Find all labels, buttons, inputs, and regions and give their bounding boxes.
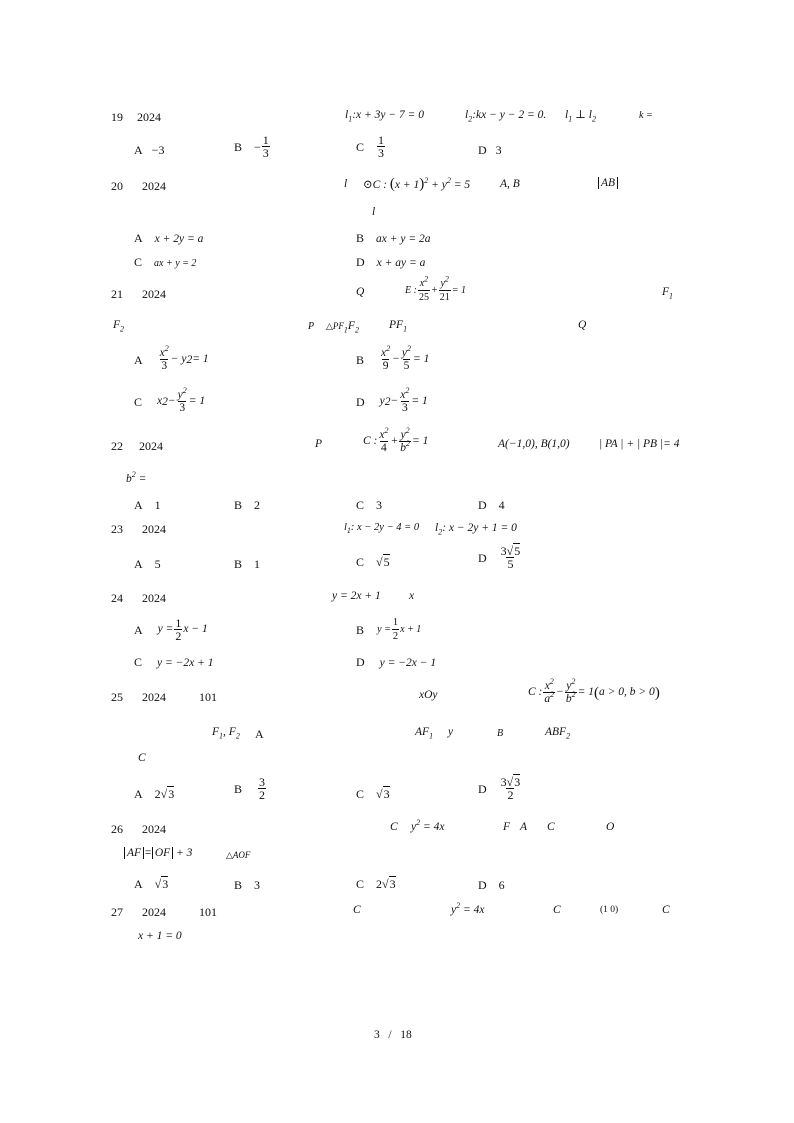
q21-year: 2024	[142, 287, 166, 301]
q22-year: 2024	[139, 439, 163, 453]
q20-option-c: C ax + y = 2	[134, 255, 197, 269]
q23-option-b: B 1	[234, 557, 261, 571]
q25-option-d: D $\frac{3√3}{2}$	[478, 775, 521, 802]
q19-k: k =	[639, 110, 653, 121]
q26-focus: F	[503, 821, 511, 833]
q23-line1: $l_1$: x − 2y − 4 = 0	[344, 522, 420, 536]
q22-point-p: P	[315, 438, 323, 450]
q20-line-l2: l	[372, 206, 376, 218]
q21-point-q: Q	[356, 286, 365, 298]
q19-perp: $l_1$ ⊥ $l_2$	[565, 109, 596, 124]
q26-condition: AF = OF + 3	[124, 848, 192, 860]
q20-option-d: D x + ay = a	[356, 255, 426, 269]
q23-option-a: A 5	[134, 557, 161, 571]
q22-sum-condition: | PA | + | PB |= 4	[599, 438, 680, 450]
q27-parabola: $y^2 = 4x$	[451, 901, 485, 916]
q25-point-b: B	[497, 728, 504, 739]
q21-f2: $F_2$	[113, 319, 125, 334]
q24-option-c: C y = −2x + 1	[134, 655, 214, 669]
q19-option-b: B − $\frac{1}{3}$	[234, 133, 269, 160]
q27-c: C	[353, 904, 361, 916]
q27-year: 2024	[142, 905, 166, 919]
q26-c: C	[390, 821, 398, 833]
q23-line2: $l_2$: x − 2y + 1 = 0	[435, 522, 517, 537]
q22-option-c: C 3	[356, 498, 383, 512]
q20-year: 2024	[142, 179, 166, 193]
page-number: 3 / 18	[374, 1029, 412, 1041]
q27-line: x + 1 = 0	[138, 930, 182, 942]
q27-c2: C	[553, 904, 561, 916]
q24-line: y = 2x + 1	[332, 590, 381, 602]
q21-option-c: C x 2 − $\frac{y^2}{3}$ = 1	[134, 386, 206, 414]
q21-option-d: D y 2 − $\frac{x^2}{3}$ = 1	[356, 386, 428, 414]
q25-extra: 101	[199, 690, 217, 704]
q19-number: 19	[111, 110, 123, 124]
q25-foci: $F_1$, $F_2$	[212, 726, 240, 741]
q24-option-b: B y = $\frac{1}{2}$ x + 1	[356, 617, 422, 642]
q25-y-axis: y	[448, 726, 454, 738]
q21-option-b: B $\frac{x^2}{9}$ − $\frac{y^2}{5}$ = 1	[356, 344, 430, 372]
q26-triangle: △AOF	[226, 850, 251, 860]
q19-option-a: A −3	[134, 143, 165, 157]
q22-option-a: A 1	[134, 498, 161, 512]
q21-ellipse: E : $\frac{x^2}{25}$ + $\frac{y^2}{21}$ = 1	[405, 274, 466, 303]
q25-number: 25	[111, 690, 123, 704]
q25-option-b: B $\frac{3}{2}$	[234, 775, 266, 802]
q22-ellipse: C : $\frac{x^2}{4}$ + $\frac{y^2}{b^2}$ = 1	[363, 426, 429, 454]
q22-number: 22	[111, 439, 123, 453]
q21-triangle: $\triangle PF_1F_2$	[326, 320, 359, 335]
q27-extra: 101	[199, 905, 217, 919]
q27-c3: C	[662, 904, 670, 916]
q21-q2: Q	[578, 319, 587, 331]
q26-option-d: D 6	[478, 878, 505, 892]
q22-option-b: B 2	[234, 498, 261, 512]
q24-option-a: A y = $\frac{1}{2}$ x − 1	[134, 616, 208, 643]
q25-triangle: $ABF_2$	[545, 726, 571, 741]
q23-year: 2024	[142, 522, 166, 536]
q19-option-d: D 3	[478, 143, 502, 157]
q24-year: 2024	[142, 591, 166, 605]
q21-pf1: $PF_1$	[389, 319, 408, 334]
q21-number: 21	[111, 287, 123, 301]
q25-hyperbola: C : $\frac{x^2}{a^2}$ − $\frac{y^2}{b^2}$ = 1 ( a > 0, b > 0 )	[528, 677, 660, 705]
q26-origin: O	[606, 821, 615, 833]
q20-option-b: B ax + y = 2a	[356, 231, 431, 245]
q25-plane: xOy	[419, 689, 438, 701]
q26-option-b: B 3	[234, 878, 261, 892]
q23-number: 23	[111, 522, 123, 536]
q21-p: P	[308, 321, 315, 332]
q25-option-a: A 2√3	[134, 787, 175, 801]
q24-x: x	[409, 590, 415, 602]
q22-points: A(−1,0), B(1,0)	[498, 438, 570, 450]
q21-option-a: A $\frac{x^2}{3}$ − y 2 = 1	[134, 344, 209, 372]
q26-c2: C	[547, 821, 555, 833]
q25-af1: $AF_1$	[415, 726, 434, 741]
q19-option-c: C $\frac{1}{3}$	[356, 133, 385, 160]
q20-points: A, B	[500, 178, 520, 190]
q26-number: 26	[111, 822, 123, 836]
q20-abs-ab: AB	[598, 178, 618, 190]
q20-number: 20	[111, 179, 123, 193]
q21-f1: $F_1$	[662, 286, 674, 301]
q22-b2: $b^2$ =	[126, 470, 147, 485]
q19-year: 2024	[137, 110, 161, 124]
q20-option-a: A x + 2y = a	[134, 231, 204, 245]
q22-option-d: D 4	[478, 498, 505, 512]
q23-option-d: D $\frac{3√5}{5}$	[478, 544, 521, 571]
q27-point: (1 0)	[600, 905, 619, 915]
q26-option-a: A √3	[134, 877, 169, 891]
q20-line-l: l	[344, 178, 348, 190]
q20-circle: ⊙C : $(x + 1)^2 + y^2 = 5$	[363, 176, 471, 192]
q25-point-a: A	[255, 727, 264, 741]
q27-number: 27	[111, 905, 123, 919]
q19-line2: $l_2:kx - y - 2 = 0$.	[465, 109, 547, 124]
q26-point-a: A	[520, 821, 528, 833]
q25-option-c: C √3	[356, 787, 390, 801]
q24-number: 24	[111, 591, 123, 605]
q23-option-c: C √5	[356, 555, 390, 569]
q25-c: C	[138, 752, 146, 764]
q24-option-d: D y = −2x − 1	[356, 655, 437, 669]
q26-option-c: C 2√3	[356, 877, 396, 891]
q19-line1: $l_1:x + 3y - 7 = 0$	[345, 109, 425, 124]
q26-year: 2024	[142, 822, 166, 836]
q26-parabola: $y^2 = 4x$	[411, 818, 445, 833]
q25-year: 2024	[142, 690, 166, 704]
